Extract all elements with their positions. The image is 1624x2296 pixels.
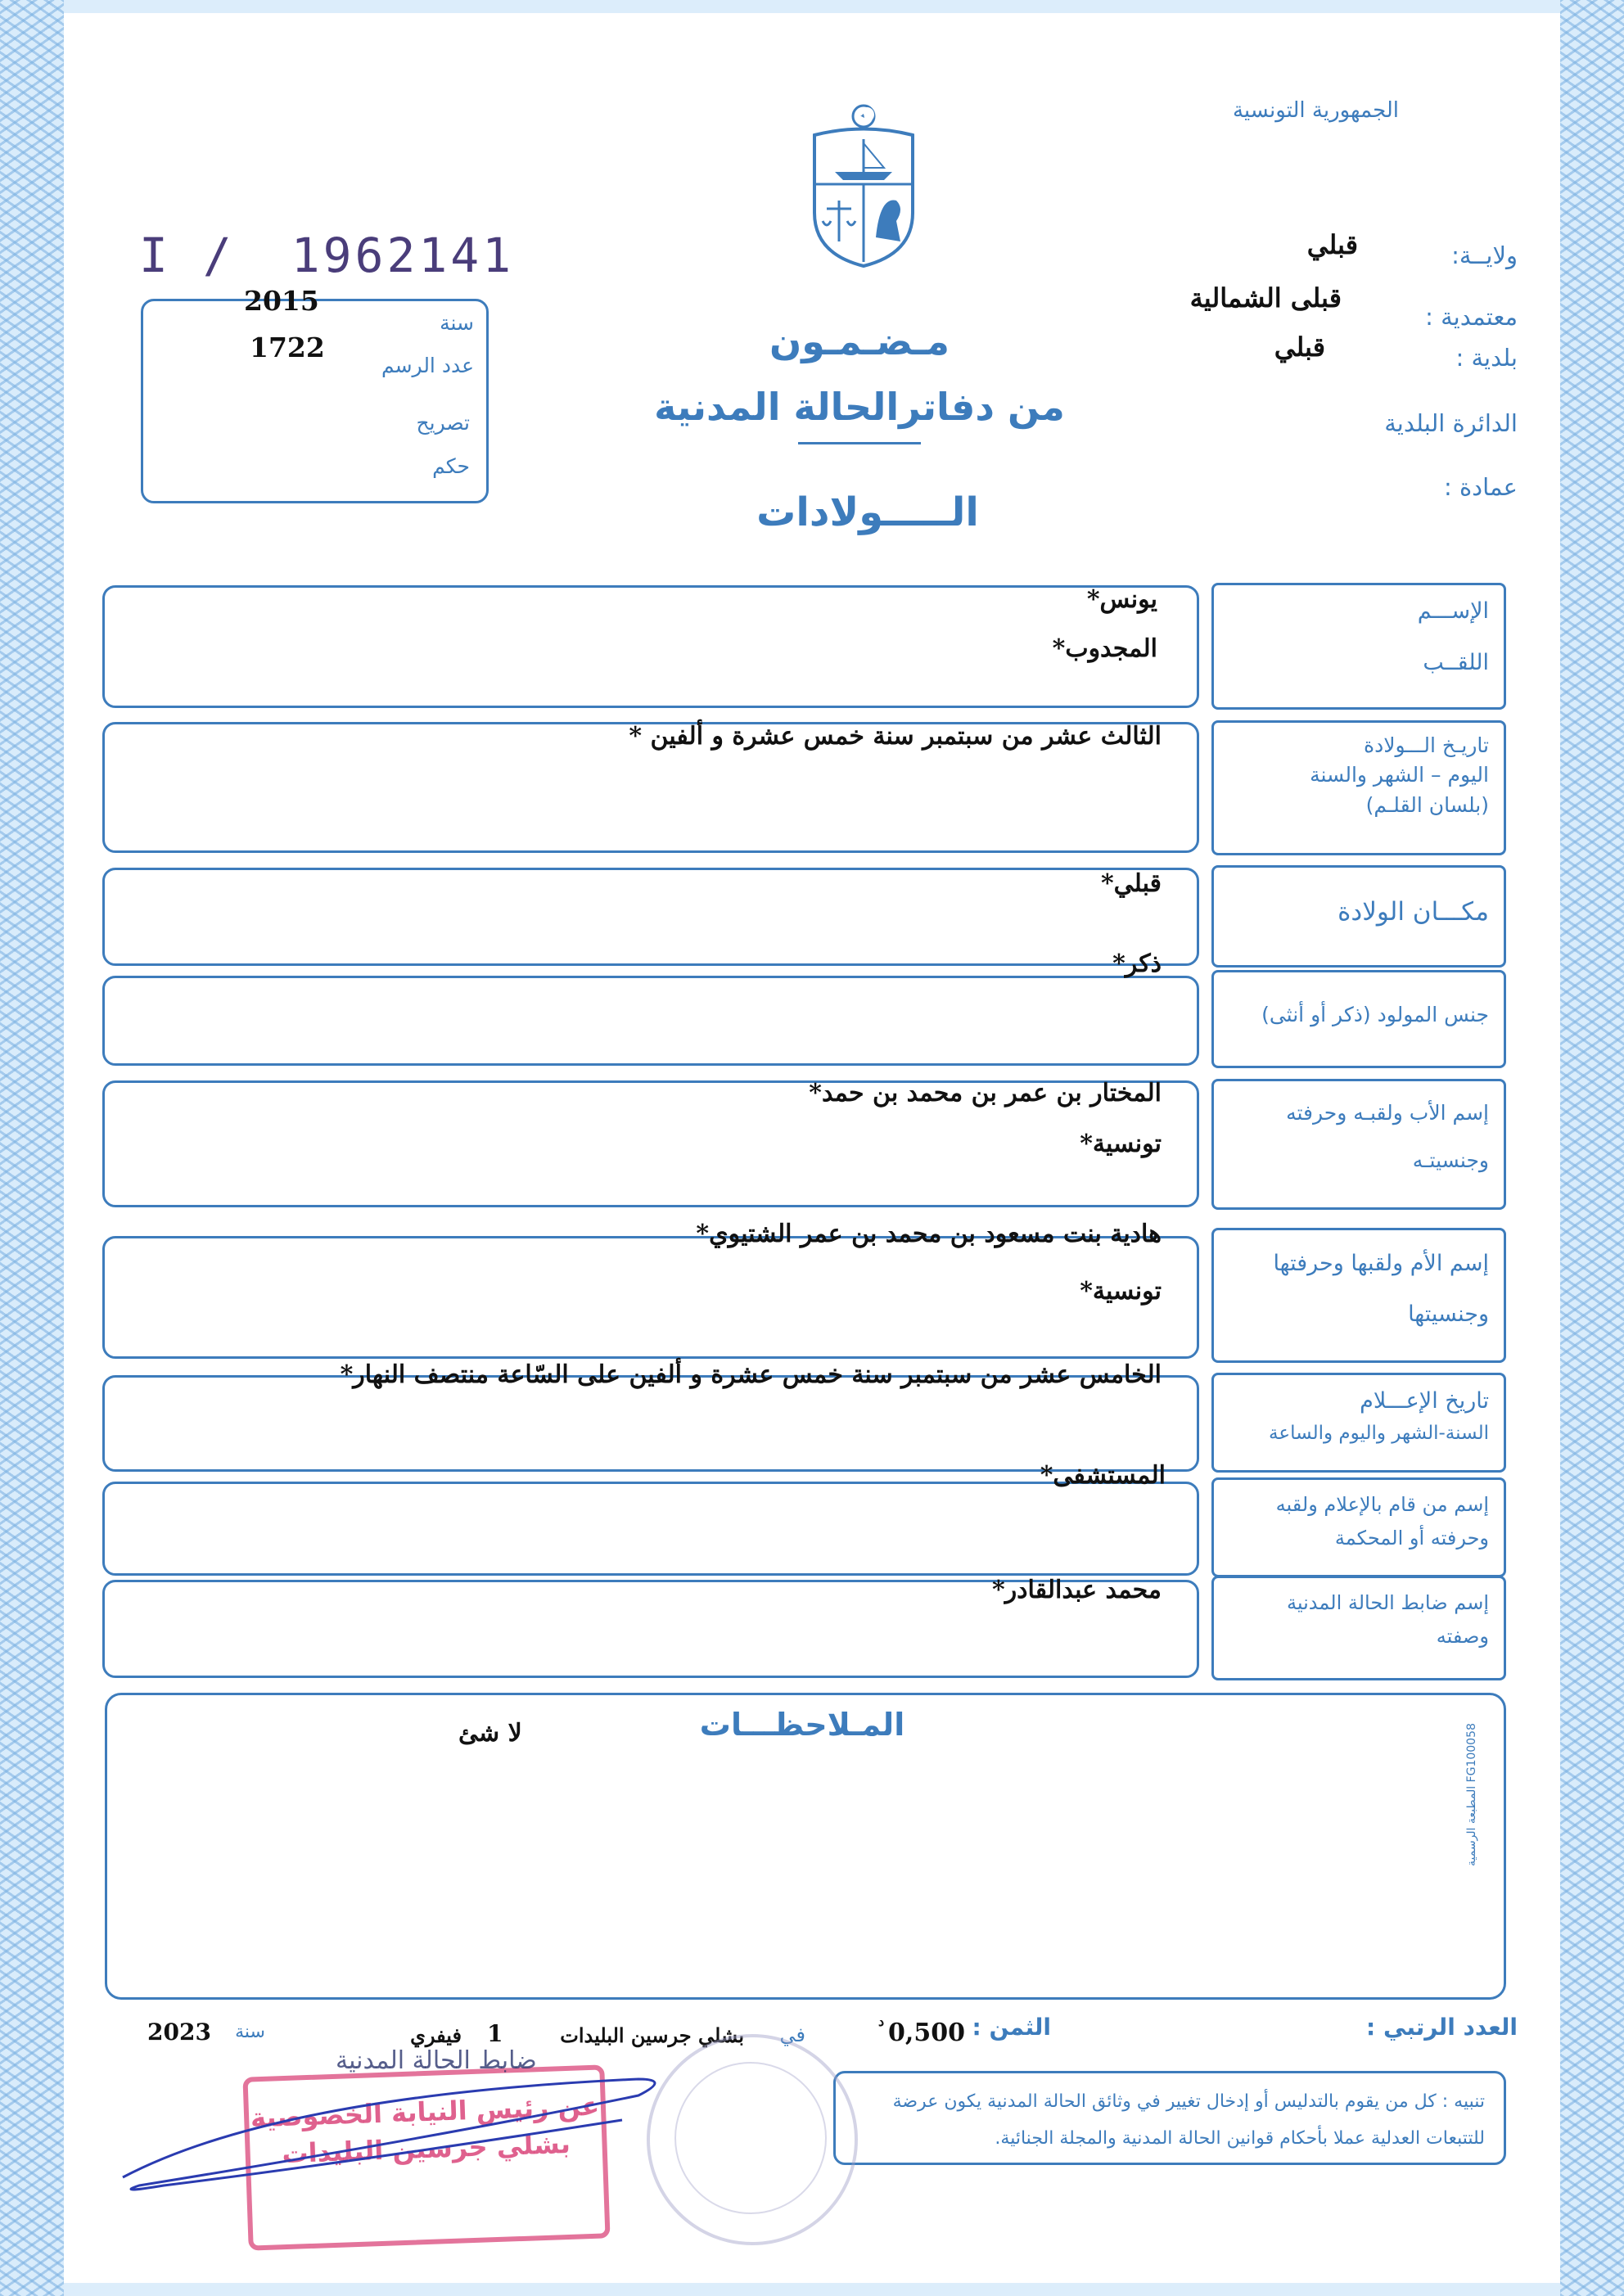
wilaya-value: قبلي xyxy=(1306,229,1358,260)
security-border-right xyxy=(1560,0,1624,2296)
day-value: 1 xyxy=(487,2020,503,2047)
judgment-label: حكم xyxy=(432,454,470,478)
serial-number xyxy=(139,228,514,283)
birthplace-value-box xyxy=(102,868,1199,966)
price-value: 0,500 xyxy=(888,2019,965,2047)
mother-label-2: وجنسيتها xyxy=(1408,1301,1489,1328)
officer-label-2: وصفته xyxy=(1436,1624,1489,1648)
officer-value: محمد عبدالقادر* xyxy=(992,1576,1162,1604)
sex-label: جنس المولود (ذكر أو أنثى) xyxy=(1261,1003,1489,1026)
number-label: عدد الرسم xyxy=(381,354,474,377)
sex-value-box xyxy=(102,976,1199,1066)
surname-label: اللقــب xyxy=(1423,650,1489,676)
declaration-date-label-2: السنة-الشهر واليوم والساعة xyxy=(1269,1423,1489,1445)
declaration-date-value-box xyxy=(102,1375,1199,1472)
footer-year-value: 2023 xyxy=(147,2019,211,2046)
serial-label: العدد الرتبي : xyxy=(1366,2014,1518,2041)
security-border-bottom xyxy=(64,2283,1560,2296)
officer-stamp-title: ضابط الحالة المدنية xyxy=(336,2046,537,2075)
name-value: يونس* xyxy=(1086,585,1157,614)
warning-line-2: للتتبعات العدلية عملا بأحكام قوانين الحالة المدنية والمجلة الجنائية. xyxy=(995,2128,1485,2149)
sex-value: ذكر* xyxy=(1112,950,1162,978)
baladia-label: بلدية : xyxy=(1455,344,1518,372)
birthplace-value: قبلي* xyxy=(1100,869,1162,898)
wilaya-label: ولايــة: xyxy=(1451,241,1518,269)
warning-box xyxy=(833,2071,1506,2165)
officer-label-box xyxy=(1211,1576,1506,1680)
price-label: الثمن : xyxy=(972,2014,1051,2041)
title-madmoun: مـضـمـون xyxy=(769,319,950,363)
mother-value-box xyxy=(102,1236,1199,1359)
security-border-top xyxy=(64,0,1560,13)
year-label: سنة xyxy=(440,311,474,335)
republic-label: الجمهورية التونسية xyxy=(1232,98,1399,123)
birthdate-value: الثالث عشر من سبتمبر سنة خمس عشرة و ألفين * xyxy=(629,722,1162,751)
mother-label-box xyxy=(1211,1228,1506,1363)
declarant-label-box xyxy=(1211,1477,1506,1577)
declaration-label: تصريح xyxy=(416,411,470,435)
birthplace-label: مكـــان الولادة xyxy=(1338,897,1489,927)
footer-year-label: سنة xyxy=(235,2022,265,2042)
daira-label: الدائرة البلدية xyxy=(1384,409,1518,437)
price-unit: د xyxy=(878,2014,885,2029)
mother-nationality-value: تونسية* xyxy=(1080,1277,1162,1306)
officer-label-1: إسم ضابط الحالة المدنية xyxy=(1287,1591,1489,1614)
birthdate-label-2: اليوم – الشهر والسنة xyxy=(1310,763,1489,787)
birthdate-label-box xyxy=(1211,720,1506,855)
father-nationality-value: تونسية* xyxy=(1080,1130,1162,1158)
name-value-box xyxy=(102,585,1199,708)
mootamadia-value: قبلى الشمالية xyxy=(1189,282,1342,314)
title-civil-registry: من دفاترالحالة المدنية xyxy=(654,385,1065,429)
title-underline xyxy=(798,442,921,444)
birthplace-label-box xyxy=(1211,865,1506,968)
name-label: الإســـم xyxy=(1417,598,1489,624)
warning-line-1: تنبيه : كل من يقوم بالتدليس أو إدخال تغيير في وثائق الحالة المدنية يكون عرضة xyxy=(892,2091,1485,2112)
security-border-left xyxy=(0,0,64,2296)
baladia-value: قبلي xyxy=(1274,332,1325,363)
mother-label-1: إسم الأم ولقبها وحرفتها xyxy=(1273,1251,1489,1276)
surname-value: المجدوب* xyxy=(1052,634,1157,663)
imada-label: عمادة : xyxy=(1443,473,1518,501)
birthdate-label-1: تاريـخ الـــولادة xyxy=(1364,733,1489,757)
father-label-2: وجنسيتـه xyxy=(1412,1148,1489,1172)
mootamadia-label: معتمدية : xyxy=(1425,303,1518,331)
number-value: 1722 xyxy=(250,332,325,363)
officer-stamp-text: عن رئيس النيابة الخصوصية بشلي جرسين البليدات xyxy=(250,2090,600,2169)
mother-name-value: هادية بنت مسعود بن محمد بن عمر الشتيوي* xyxy=(696,1220,1162,1248)
signature xyxy=(115,2063,688,2210)
printer-mark: المطبعة الرسمية FG100058 xyxy=(1465,1723,1478,1866)
birthdate-label-3: (بلسان القلـم) xyxy=(1365,792,1489,817)
year-value: 2015 xyxy=(244,285,319,317)
notes-value: لا شئ xyxy=(458,1719,522,1748)
declaration-date-label-1: تاريخ الإعـــلام xyxy=(1360,1388,1489,1414)
issued-place: بشلي جرسين البليدات xyxy=(560,2023,744,2047)
in-label: في xyxy=(779,2023,805,2046)
declaration-date-label-box xyxy=(1211,1373,1506,1473)
declarant-label-2: وحرفته أو المحكمة xyxy=(1334,1526,1489,1549)
father-label-1: إسم الأب ولقبـه وحرفته xyxy=(1286,1101,1489,1125)
declarant-value: المستشفى* xyxy=(1040,1461,1166,1490)
declarant-label-1: إسم من قام بالإعلام ولقبه xyxy=(1275,1493,1489,1516)
serial-value: 1962141 xyxy=(291,228,515,283)
month-value: فيفري xyxy=(410,2023,462,2047)
name-label-box xyxy=(1211,583,1506,710)
declarant-value-box xyxy=(102,1482,1199,1576)
declaration-date-value: الخامس عشر من سبتمبر سنة خمس عشرة و ألفين على السّاعة منتصف النهار* xyxy=(340,1360,1162,1389)
sex-label-box xyxy=(1211,970,1506,1068)
notes-title: المـلاحظـــات xyxy=(699,1707,905,1743)
coat-of-arms-emblem xyxy=(806,98,921,270)
father-label-box xyxy=(1211,1079,1506,1210)
title-births: الـــــولادات xyxy=(756,489,979,535)
father-name-value: المختار بن عمر بن محمد بن حمد* xyxy=(809,1079,1162,1107)
serial-prefix: I / xyxy=(139,228,235,283)
